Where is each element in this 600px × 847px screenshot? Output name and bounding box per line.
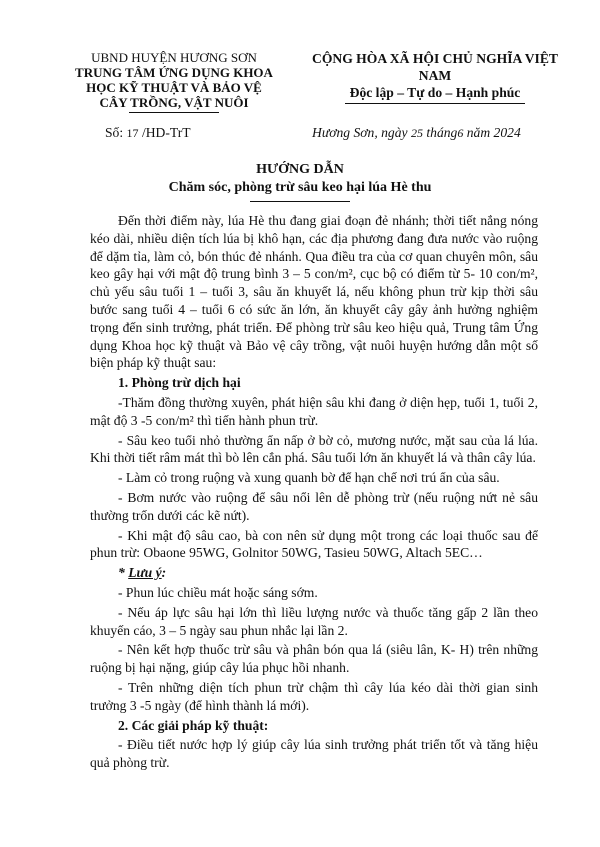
section-1-heading: 1. Phòng trừ dịch hại xyxy=(118,375,241,391)
section-1-item: - Làm cỏ trong ruộng và xung quanh bờ để hạn chế nơi trú ẩn của sâu. xyxy=(118,470,500,486)
section-2-heading: 2. Các giải pháp kỹ thuật: xyxy=(118,717,269,733)
agency-name-line2: HỌC KỸ THUẬT VÀ BẢO VỆ xyxy=(86,80,262,95)
section-1-item: - Sâu keo tuổi nhỏ thường ẩn nấp ở bờ cỏ, mương nước, mặt sau của lá lúa. Khi thời tiết râm mát thì bò lên cắn phá. Sâu tuổi lớn ăn khuyết lá và thân cây lúa. xyxy=(90,432,538,466)
note-item: - Nếu áp lực sâu hại lớn thì liều lượng nước và thuốc tăng gấp 2 lần theo khuyến cáo, 3 – 5 ngày sau phun nhắc lại lần 2. xyxy=(90,604,538,638)
intro-paragraph: Đến thời điểm này, lúa Hè thu đang giai đoạn đẻ nhánh; thời tiết nắng nóng kéo dài, nhiều diện tích lúa bị khô hạn, các địa phương đang đưa nước vào ruộng để dặm tỉa, làm cỏ, bón thúc đẻ nhánh. Qua điều tra của cơ quan chuyên môn, sâu keo gây hại với mật độ trung bình 3 – 5 con/m², cục bộ có điểm từ 5- 10 con/m², chủ yếu sâu tuổi 1 – tuổi 3, sâu ăn khuyết lá, nếu không phun trừ kịp thời sâu bước sang tuổi 4 – tuổi 6 có sức ăn lớn, ăn khuyết cây gây ảnh hưởng nghiệm trọng đến sinh trưởng, phát triển. Để phòng trừ sâu keo hiệu quả, Trung tâm Ứng dụng Khoa học kỹ thuật và Bảo vệ cây trồng, vật nuôi huyện hướng dẫn một số biện pháp kỹ thuật sau: xyxy=(90,213,538,371)
nation-name: CỘNG HÒA XÃ HỘI CHỦ NGHĨA VIỆT NAM xyxy=(312,51,558,83)
national-motto: Độc lập – Tự do – Hạnh phúc xyxy=(349,85,521,100)
doc-number-prefix: Số: xyxy=(105,125,124,140)
title-underline xyxy=(250,201,350,202)
document-subtitle: Chăm sóc, phòng trừ sâu keo hại lúa Hè thu xyxy=(168,180,432,195)
section-1-item: - Khi mật độ sâu cao, bà con nên sử dụng một trong các loại thuốc sau để phun trừ: Obaone 95WG, Golnitor 50WG, Tasieu 50WG, Altach 5EC… xyxy=(90,527,538,561)
note-item: - Phun lúc chiều mát hoặc sáng sớm. xyxy=(118,584,318,600)
note-heading xyxy=(90,564,538,582)
note-star: * xyxy=(118,565,129,581)
agency-name-line1: TRUNG TÂM ỨNG DỤNG KHOA xyxy=(75,65,273,80)
doc-number-value: 17 xyxy=(126,126,139,140)
note-item: - Trên những diện tích phun trừ chậm thì cây lúa kéo dài thời gian sinh trưởng 3 -5 ngày (để hình thành lá mới). xyxy=(90,679,538,713)
issuing-agency xyxy=(60,50,288,113)
document-number xyxy=(105,125,191,141)
section-1-item: - Bơm nước vào ruộng để sâu nổi lên dễ phòng trừ (nếu ruộng nứt nẻ sâu thường trốn dưới các kẽ nứt). xyxy=(90,489,538,523)
place-date-prefix: Hương Sơn, ngày xyxy=(312,125,408,140)
date-day: 25 xyxy=(410,126,423,140)
agency-parent: UBND HUYỆN HƯƠNG SƠN xyxy=(91,50,257,65)
agency-underline xyxy=(129,112,219,113)
document-body xyxy=(90,212,538,774)
date-year: năm 2024 xyxy=(466,125,521,140)
document-title: HƯỚNG DẪN xyxy=(256,162,344,177)
section-1-item: -Thăm đồng thường xuyên, phát hiện sâu khi đang ở diện hẹp, tuổi 1, tuổi 2, mật độ 3 -5 con/m² thì tiến hành phun trừ. xyxy=(90,394,538,428)
note-label: Lưu ý xyxy=(128,565,162,581)
date-month: 6 xyxy=(457,126,464,140)
doc-number-suffix: /HD-TrT xyxy=(141,125,191,140)
month-label: tháng xyxy=(426,125,458,140)
motto-underline xyxy=(345,103,525,104)
note-colon: : xyxy=(161,565,167,581)
agency-name-line3: CÂY TRỒNG, VẬT NUÔI xyxy=(99,95,249,110)
national-header xyxy=(300,50,570,104)
place-and-date xyxy=(312,125,521,141)
section-2-item: - Điều tiết nước hợp lý giúp cây lúa sinh trưởng phát triển tốt và tăng hiệu quả phòng trừ. xyxy=(90,737,538,771)
note-item: - Nên kết hợp thuốc trừ sâu và phân bón qua lá (siêu lân, K- H) trên những ruộng bị hại nặng, giúp cây lúa phục hồi nhanh. xyxy=(90,642,538,676)
